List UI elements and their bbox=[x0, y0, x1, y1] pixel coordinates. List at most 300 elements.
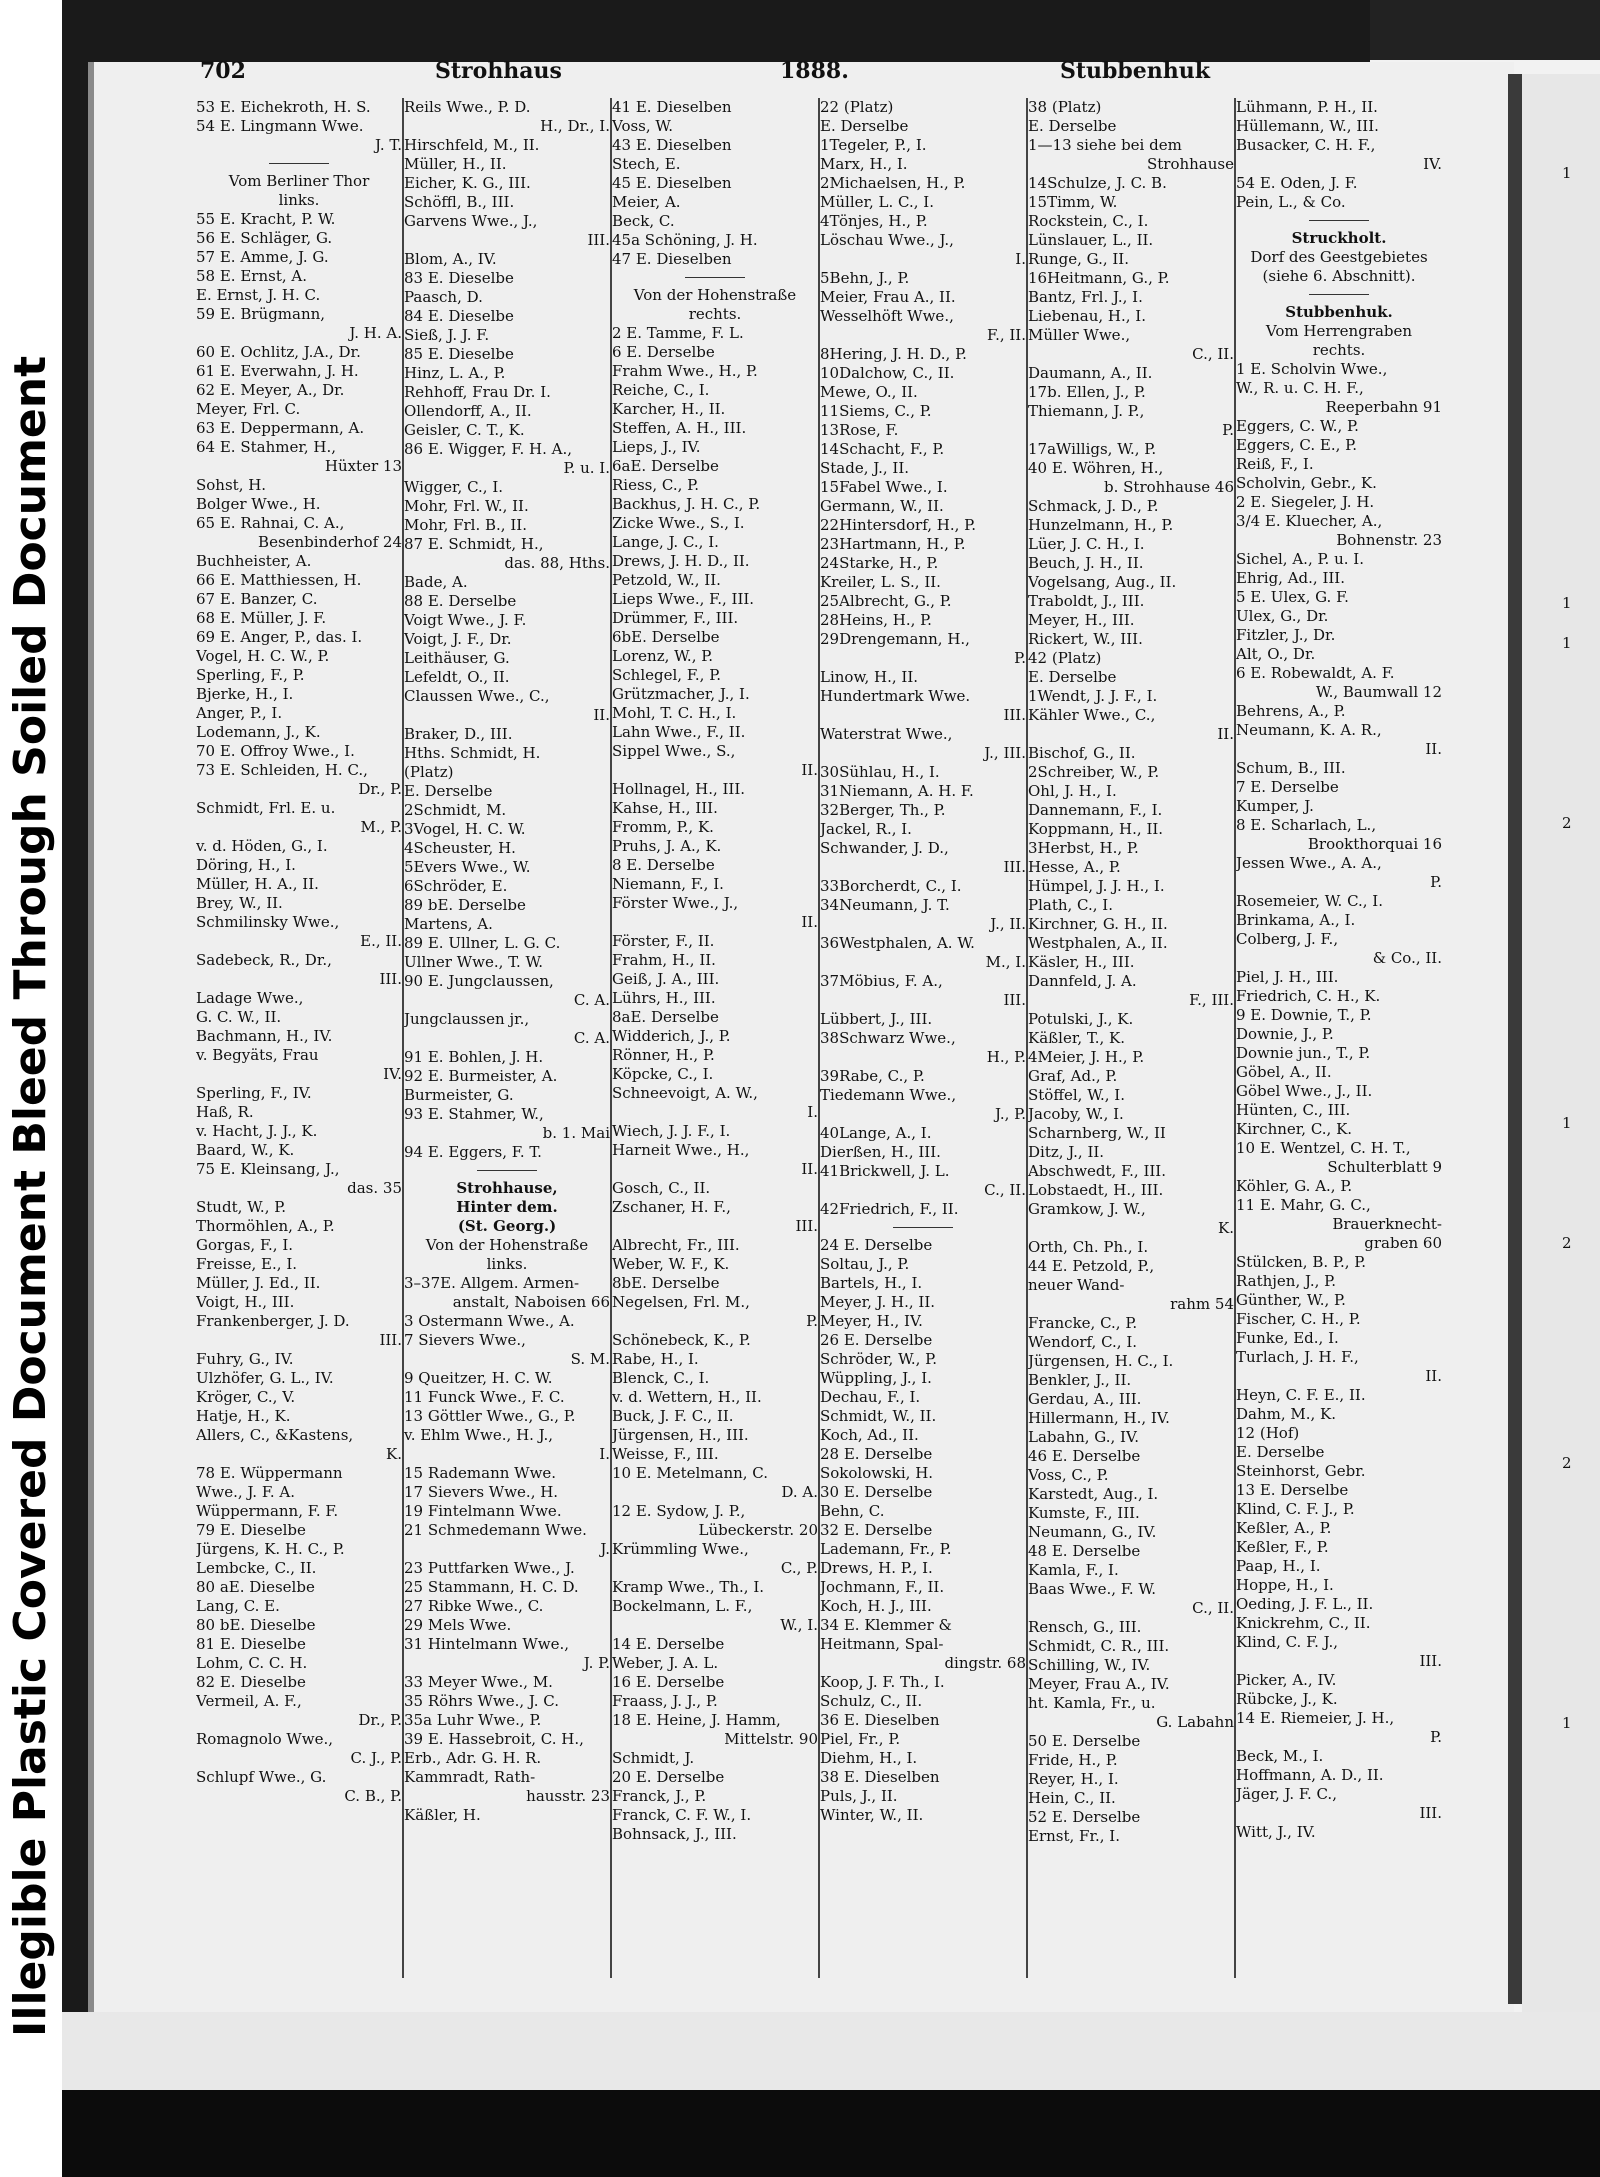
directory-entry-line: Dannfeld, J. A. bbox=[1028, 972, 1137, 990]
directory-entry-line: Drews, J. H. D., II. bbox=[612, 552, 750, 570]
directory-entry-line: 8aE. Derselbe bbox=[612, 1008, 719, 1026]
directory-entry-line: Westphalen, A., II. bbox=[1028, 934, 1168, 952]
directory-entry-line: Garvens Wwe., J., bbox=[404, 212, 538, 230]
directory-entry-line: Heitmann, Spal- bbox=[820, 1635, 944, 1653]
directory-entry-line: 75 E. Kleinsang, J., bbox=[196, 1160, 340, 1178]
directory-entry-line: Beck, M., I. bbox=[1236, 1747, 1324, 1765]
directory-entry-line: C., II. bbox=[1192, 1599, 1234, 1617]
directory-entry-line: 59 E. Brügmann, bbox=[196, 305, 326, 323]
directory-entry-line: 52 E. Derselbe bbox=[1028, 1808, 1141, 1826]
directory-entry-line: Thormöhlen, A., P. bbox=[196, 1217, 335, 1235]
directory-entry-line: Ullner Wwe., T. W. bbox=[404, 953, 544, 971]
directory-entry-line: Sokolowski, H. bbox=[820, 1464, 934, 1482]
directory-entry-line: 32Berger, Th., P. bbox=[820, 801, 946, 819]
directory-entry-line: 3Vogel, H. C. W. bbox=[404, 820, 526, 838]
directory-entry-line: K. bbox=[386, 1445, 402, 1463]
directory-entry-line: Käßler, T., K. bbox=[1028, 1029, 1125, 1047]
directory-entry-line: Frankenberger, J. D. bbox=[196, 1312, 350, 1330]
directory-entry-line: 23 Puttfarken Wwe., J. bbox=[404, 1559, 575, 1577]
directory-entry-line: E. Derselbe bbox=[404, 782, 493, 800]
directory-entry-line: Koop, J. F. Th., I. bbox=[820, 1673, 945, 1691]
directory-entry-line: C. A. bbox=[573, 1029, 610, 1047]
directory-entry-line: & Co., II. bbox=[1372, 949, 1442, 967]
directory-entry-line: Weber, J. A. L. bbox=[612, 1654, 719, 1672]
directory-entry-line: II. bbox=[1425, 1367, 1442, 1385]
directory-entry-line: Ernst, Fr., I. bbox=[1028, 1827, 1120, 1845]
directory-entry-line: Thiemann, J. P., bbox=[1028, 402, 1145, 420]
directory-entry-line: 1Wendt, J. J. F., I. bbox=[1028, 687, 1158, 705]
directory-entry-line: Schlegel, F., P. bbox=[612, 666, 722, 684]
directory-entry-line: Wiech, J. J. F., I. bbox=[612, 1122, 731, 1140]
directory-entry-line: Dierßen, H., III. bbox=[820, 1143, 941, 1161]
directory-entry-line: Widderich, J., P. bbox=[612, 1027, 731, 1045]
directory-entry-line: b. 1. Mai bbox=[542, 1124, 610, 1142]
directory-entry-line: Colberg, J. F., bbox=[1236, 930, 1339, 948]
directory-entry-line: 30Sühlau, H., I. bbox=[820, 763, 940, 781]
directory-entry-line: Scholvin, Gebr., K. bbox=[1236, 474, 1377, 492]
directory-entry-line: Jürgens, K. H. C., P. bbox=[196, 1540, 345, 1558]
directory-entry-line: Wüppling, J., I. bbox=[820, 1369, 932, 1387]
directory-entry-line: Weisse, F., III. bbox=[612, 1445, 719, 1463]
directory-entry-line: Schmidt, J. bbox=[612, 1749, 695, 1767]
directory-entry-line: 19 Fintelmann Wwe. bbox=[404, 1502, 562, 1520]
directory-entry-line: Downie jun., T., P. bbox=[1236, 1044, 1371, 1062]
directory-entry-line: 14Schacht, F., P. bbox=[820, 440, 945, 458]
directory-entry-line: Geisler, C. T., K. bbox=[404, 421, 525, 439]
directory-entry-line: P. bbox=[1430, 1728, 1442, 1746]
directory-entry-line: 4Meier, J. H., P. bbox=[1028, 1048, 1145, 1066]
directory-entry-line: (St. Georg.) bbox=[457, 1217, 557, 1235]
directory-entry-line: Schlupf Wwe., G. bbox=[196, 1768, 327, 1786]
directory-entry-line: IV. bbox=[383, 1065, 402, 1083]
adjacent-page-text: 2 bbox=[1562, 1454, 1572, 1472]
page-gutter bbox=[1508, 74, 1522, 2004]
directory-column-4 bbox=[820, 98, 1028, 1978]
directory-entry-line: E. Derselbe bbox=[1236, 1443, 1325, 1461]
directory-entry-line: Ollendorff, A., II. bbox=[404, 402, 532, 420]
directory-entry-line: 28 E. Derselbe bbox=[820, 1445, 933, 1463]
directory-entry-line: K. bbox=[1218, 1219, 1234, 1237]
directory-entry-line: Kirchner, G. H., II. bbox=[1028, 915, 1168, 933]
directory-entry-line: Meyer, Frl. C. bbox=[196, 400, 301, 418]
directory-entry-line: 56 E. Schläger, G. bbox=[196, 229, 333, 247]
directory-entry-line: 22 (Platz) bbox=[820, 98, 894, 116]
directory-entry-line: 6Schröder, E. bbox=[404, 877, 508, 895]
directory-entry-line: dingstr. 68 bbox=[944, 1654, 1026, 1672]
directory-entry-line: Voigt, H., III. bbox=[196, 1293, 295, 1311]
directory-entry-line: 57 E. Amme, J. G. bbox=[196, 248, 329, 266]
directory-entry-line: links. bbox=[486, 1255, 528, 1273]
directory-entry-line: 41Brickwell, J. L. bbox=[820, 1162, 950, 1180]
directory-entry-line: Dahm, M., K. bbox=[1236, 1405, 1337, 1423]
directory-entry-line: Graf, Ad., P. bbox=[1028, 1067, 1118, 1085]
directory-entry-line: Klind, C. F. J., bbox=[1236, 1633, 1339, 1651]
directory-entry-line: 84 E. Dieselbe bbox=[404, 307, 514, 325]
directory-entry-line: 36 E. Dieselben bbox=[820, 1711, 940, 1729]
directory-entry-line: 43 E. Dieselben bbox=[612, 136, 732, 154]
directory-entry-line: Günther, W., P. bbox=[1236, 1291, 1346, 1309]
directory-entry-line: Jungclaussen jr., bbox=[404, 1010, 530, 1028]
directory-entry-line: Lange, J. C., I. bbox=[612, 533, 719, 551]
directory-entry-line: Hüllemann, W., III. bbox=[1236, 117, 1379, 135]
directory-entry-line: C. B., P. bbox=[344, 1787, 402, 1805]
directory-entry-line: Vogelsang, Aug., II. bbox=[1028, 573, 1177, 591]
directory-column-2 bbox=[404, 98, 612, 1978]
directory-entry-line: I. bbox=[1015, 250, 1026, 268]
directory-entry-line: Keßler, F., P. bbox=[1236, 1538, 1329, 1556]
directory-entry-line: Wüppermann, F. F. bbox=[196, 1502, 339, 1520]
directory-entry-line: Weber, W. F., K. bbox=[612, 1255, 730, 1273]
directory-entry-line: rechts. bbox=[688, 305, 742, 323]
directory-entry-line: 24Starke, H., P. bbox=[820, 554, 939, 572]
directory-entry-line: 14 E. Derselbe bbox=[612, 1635, 725, 1653]
directory-entry-line: Eggers, C. W., P. bbox=[1236, 417, 1359, 435]
directory-entry-line: Stöffel, W., I. bbox=[1028, 1086, 1125, 1104]
directory-entry-line: Tiedemann Wwe., bbox=[820, 1086, 957, 1104]
directory-entry-line: 39 E. Hassebroit, C. H., bbox=[404, 1730, 584, 1748]
directory-entry-line: J. bbox=[600, 1540, 610, 1558]
directory-entry-line: 29Drengemann, H., bbox=[820, 630, 970, 648]
directory-entry-line: III. bbox=[379, 1331, 402, 1349]
directory-entry-line: Ulex, G., Dr. bbox=[1236, 607, 1329, 625]
directory-entry-line: Göbel Wwe., J., II. bbox=[1236, 1082, 1373, 1100]
directory-entry-line: Dannemann, F., I. bbox=[1028, 801, 1163, 819]
directory-entry-line: Förster Wwe., J., bbox=[612, 894, 739, 912]
directory-entry-line: Blom, A., IV. bbox=[404, 250, 497, 268]
directory-entry-line: E. Derselbe bbox=[820, 117, 909, 135]
directory-entry-line: Lübbert, J., III. bbox=[820, 1010, 933, 1028]
directory-entry-line: Gosch, C., II. bbox=[612, 1179, 711, 1197]
directory-entry-line: Sperling, F., IV. bbox=[196, 1084, 312, 1102]
directory-entry-line: 2Schreiber, W., P. bbox=[1028, 763, 1160, 781]
directory-entry-line: 54 E. Oden, J. F. bbox=[1236, 174, 1358, 192]
directory-entry-line: Kahse, H., III. bbox=[612, 799, 718, 817]
directory-entry-line: Lübeckerstr. 20 bbox=[698, 1521, 818, 1539]
directory-entry-line: Knickrehm, C., II. bbox=[1236, 1614, 1371, 1632]
directory-entry-line: graben 60 bbox=[1364, 1234, 1442, 1252]
directory-entry-line: P. u. I. bbox=[563, 459, 610, 477]
directory-entry-line: Meier, A. bbox=[612, 193, 681, 211]
directory-entry-line: 3Herbst, H., P. bbox=[1028, 839, 1139, 857]
directory-entry-line: Beuch, J. H., II. bbox=[1028, 554, 1144, 572]
directory-entry-line: Harneit Wwe., H., bbox=[612, 1141, 750, 1159]
directory-entry-line: Schmidt, C. R., III. bbox=[1028, 1637, 1170, 1655]
directory-entry-line: Benkler, J., II. bbox=[1028, 1371, 1132, 1389]
directory-entry-line: Meyer, J. H., II. bbox=[820, 1293, 936, 1311]
directory-entry-line: 28Heins, H., P. bbox=[820, 611, 932, 629]
directory-entry-line: Löschau Wwe., J., bbox=[820, 231, 954, 249]
scan-bottom-margin bbox=[62, 2012, 1600, 2090]
directory-entry-line: Jochmann, F., II. bbox=[820, 1578, 945, 1596]
directory-entry-line: Zicke Wwe., S., I. bbox=[612, 514, 745, 532]
directory-entry-line: 63 E. Deppermann, A. bbox=[196, 419, 365, 437]
directory-entry-line: Lohm, C. C. H. bbox=[196, 1654, 308, 1672]
directory-entry-line: Blenck, C., I. bbox=[612, 1369, 710, 1387]
directory-entry-line: Lahn Wwe., F., II. bbox=[612, 723, 746, 741]
directory-entry-line: 89 E. Ullner, L. G. C. bbox=[404, 934, 561, 952]
directory-entry-line: Käsler, H., III. bbox=[1028, 953, 1135, 971]
directory-entry-line: 24 E. Derselbe bbox=[820, 1236, 933, 1254]
directory-entry-line: 1 E. Scholvin Wwe., bbox=[1236, 360, 1388, 378]
directory-entry-line: 2 E. Tamme, F. L. bbox=[612, 324, 744, 342]
directory-entry-line: II. bbox=[1425, 740, 1442, 758]
directory-entry-line: Müller, L. C., I. bbox=[820, 193, 934, 211]
directory-entry-line: Müller, J. Ed., II. bbox=[196, 1274, 321, 1292]
directory-entry-line: Karstedt, Aug., I. bbox=[1028, 1485, 1159, 1503]
directory-entry-line: 55 E. Kracht, P. W. bbox=[196, 210, 336, 228]
directory-entry-line: M., P. bbox=[360, 818, 402, 836]
directory-entry-line: 34Neumann, J. T. bbox=[820, 896, 950, 914]
directory-column-6 bbox=[1236, 98, 1442, 1978]
directory-entry-line: Reiß, F., I. bbox=[1236, 455, 1314, 473]
directory-entry-line: Karcher, H., II. bbox=[612, 400, 726, 418]
adjacent-page-text: 1 bbox=[1562, 1114, 1572, 1132]
directory-entry-line: Negelsen, Frl. M., bbox=[612, 1293, 750, 1311]
directory-entry-line: Vom Berliner Thor bbox=[228, 172, 370, 190]
directory-entry-line: D. A. bbox=[781, 1483, 818, 1501]
directory-entry-line: 27 Ribke Wwe., C. bbox=[404, 1597, 544, 1615]
directory-entry-line: P. bbox=[1222, 421, 1234, 439]
directory-entry-line: Jürgensen, H., III. bbox=[612, 1426, 749, 1444]
directory-entry-line: Erb., Adr. G. H. R. bbox=[404, 1749, 542, 1767]
directory-entry-line: Hünten, C., III. bbox=[1236, 1101, 1351, 1119]
directory-entry-line: Anger, P., I. bbox=[196, 704, 283, 722]
directory-entry-line: 11Siems, C., P. bbox=[820, 402, 932, 420]
page-header bbox=[110, 58, 1490, 92]
directory-entry-line: Hein, C., II. bbox=[1028, 1789, 1116, 1807]
adjacent-page-text: 1 bbox=[1562, 594, 1572, 612]
directory-entry-line: Reils Wwe., P. D. bbox=[404, 98, 531, 116]
directory-entry-line: b. Strohhause 46 bbox=[1104, 478, 1234, 496]
directory-entry-line: 81 E. Dieselbe bbox=[196, 1635, 306, 1653]
directory-entry-line: II. bbox=[593, 706, 610, 724]
directory-entry-line: Kumper, J. bbox=[1236, 797, 1314, 815]
directory-entry-line: Drews, H. P., I. bbox=[820, 1559, 933, 1577]
directory-entry-line: Ehrig, Ad., III. bbox=[1236, 569, 1345, 587]
directory-entry-line: 83 E. Dieselbe bbox=[404, 269, 514, 287]
directory-entry-line: 5 E. Ulex, G. F. bbox=[1236, 588, 1349, 606]
directory-entry-line: Jürgensen, H. C., I. bbox=[1028, 1352, 1174, 1370]
directory-entry-line: Schmack, J. D., P. bbox=[1028, 497, 1159, 515]
directory-entry-line: 90 E. Jungclaussen, bbox=[404, 972, 554, 990]
directory-entry-line: 16Heitmann, G., P. bbox=[1028, 269, 1170, 287]
directory-entry-line: Müller, H., II. bbox=[404, 155, 507, 173]
directory-entry-line: 4Scheuster, H. bbox=[404, 839, 516, 857]
directory-entry-line: Abschwedt, F., III. bbox=[1028, 1162, 1166, 1180]
directory-entry-line: Kirchner, C., K. bbox=[1236, 1120, 1353, 1138]
directory-entry-line: Schilling, W., IV. bbox=[1028, 1656, 1151, 1674]
directory-entry-line: Ulzhöfer, G. L., IV. bbox=[196, 1369, 334, 1387]
directory-entry-line: 45a Schöning, J. H. bbox=[612, 231, 758, 249]
directory-entry-line: 8 E. Scharlach, L., bbox=[1236, 816, 1377, 834]
directory-entry-line: Ditz, J., II. bbox=[1028, 1143, 1105, 1161]
directory-entry-line: III. bbox=[795, 1217, 818, 1235]
directory-entry-line: I. bbox=[807, 1103, 818, 1121]
directory-entry-line: Bolger Wwe., H. bbox=[196, 495, 321, 513]
page-number: 702 bbox=[200, 58, 246, 84]
directory-entry-line: Kreiler, L. S., II. bbox=[820, 573, 941, 591]
directory-entry-line: Hesse, A., P. bbox=[1028, 858, 1121, 876]
directory-entry-line: 5Behn, J., P. bbox=[820, 269, 910, 287]
directory-entry-line: Hillermann, H., IV. bbox=[1028, 1409, 1170, 1427]
directory-entry-line: Hundertmark Wwe. bbox=[820, 687, 971, 705]
directory-entry-line: 69 E. Anger, P., das. I. bbox=[196, 628, 363, 646]
directory-entry-line: Voigt, J. F., Dr. bbox=[404, 630, 512, 648]
directory-entry-line: 48 E. Derselbe bbox=[1028, 1542, 1141, 1560]
directory-entry-line: III. bbox=[1419, 1804, 1442, 1822]
left-running-head: Strohhaus bbox=[435, 58, 562, 84]
directory-entry-line: 12 E. Sydow, J. P., bbox=[612, 1502, 746, 1520]
directory-entry-line: Brauerknecht- bbox=[1332, 1215, 1442, 1233]
directory-entry-line: Kammradt, Rath- bbox=[404, 1768, 536, 1786]
directory-entry-line: Koch, Ad., II. bbox=[820, 1426, 919, 1444]
directory-entry-line: Jacoby, W., I. bbox=[1028, 1105, 1124, 1123]
directory-entry-line: 6bE. Derselbe bbox=[612, 628, 720, 646]
directory-entry-line: 18 E. Heine, J. Hamm, bbox=[612, 1711, 781, 1729]
directory-entry-line: 20 E. Derselbe bbox=[612, 1768, 725, 1786]
directory-entry-line: Fuhry, G., IV. bbox=[196, 1350, 294, 1368]
directory-entry-line: Müller Wwe., bbox=[1028, 326, 1131, 344]
directory-entry-line: Rockstein, C., I. bbox=[1028, 212, 1149, 230]
directory-entry-line: 80 bE. Dieselbe bbox=[196, 1616, 316, 1634]
directory-entry-line: Eicher, K. G., III. bbox=[404, 174, 531, 192]
directory-entry-line: Göbel, A., II. bbox=[1236, 1063, 1332, 1081]
directory-entry-line: II. bbox=[1217, 725, 1234, 743]
directory-entry-line: C., II. bbox=[984, 1181, 1026, 1199]
section-divider bbox=[1309, 220, 1369, 221]
directory-entry-line: Neumann, G., IV. bbox=[1028, 1523, 1157, 1541]
directory-entry-line: ht. Kamla, Fr., u. bbox=[1028, 1694, 1156, 1712]
directory-entry-line: (siehe 6. Abschnitt). bbox=[1262, 267, 1416, 285]
directory-entry-line: 11 E. Mahr, G. C., bbox=[1236, 1196, 1371, 1214]
directory-entry-line: Pruhs, J. A., K. bbox=[612, 837, 722, 855]
directory-entry-line: Schwander, J. D., bbox=[820, 839, 949, 857]
directory-entry-line: Diehm, H., I. bbox=[820, 1749, 918, 1767]
directory-entry-line: Linow, H., II. bbox=[820, 668, 919, 686]
directory-entry-line: Vogel, H. C. W., P. bbox=[196, 647, 330, 665]
directory-entry-line: Schneevoigt, A. W., bbox=[612, 1084, 758, 1102]
directory-entry-line: III. bbox=[379, 970, 402, 988]
directory-entry-line: 67 E. Banzer, C. bbox=[196, 590, 318, 608]
directory-entry-line: Marx, H., I. bbox=[820, 155, 908, 173]
directory-entry-line: 61 E. Everwahn, J. H. bbox=[196, 362, 359, 380]
directory-entry-line: Bjerke, H., I. bbox=[196, 685, 294, 703]
directory-entry-line: Rübcke, J., K. bbox=[1236, 1690, 1338, 1708]
directory-entry-line: 41 E. Dieselben bbox=[612, 98, 732, 116]
directory-entry-line: 91 E. Bohlen, J. H. bbox=[404, 1048, 544, 1066]
directory-entry-line: Brinkama, A., I. bbox=[1236, 911, 1356, 929]
directory-entry-line: 31Niemann, A. H. F. bbox=[820, 782, 974, 800]
directory-entry-line: Daumann, A., II. bbox=[1028, 364, 1153, 382]
directory-entry-line: Hunzelmann, H., P. bbox=[1028, 516, 1174, 534]
directory-entry-line: F., II. bbox=[987, 326, 1026, 344]
directory-entry-line: G. Labahn bbox=[1156, 1713, 1234, 1731]
directory-entry-line: Paap, H., I. bbox=[1236, 1557, 1321, 1575]
directory-entry-line: das. 88, Hths. bbox=[504, 554, 610, 572]
directory-entry-line: 13Rose, F. bbox=[820, 421, 899, 439]
directory-entry-line: 25Albrecht, G., P. bbox=[820, 592, 952, 610]
directory-entry-line: Gorgas, F., I. bbox=[196, 1236, 294, 1254]
year-heading: 1888. bbox=[780, 58, 849, 84]
directory-entry-line: 33Borcherdt, C., I. bbox=[820, 877, 962, 895]
directory-entry-line: Busacker, C. H. F., bbox=[1236, 136, 1376, 154]
directory-entry-line: Rosemeier, W. C., I. bbox=[1236, 892, 1384, 910]
directory-entry-line: Bartels, H., I. bbox=[820, 1274, 923, 1292]
section-divider bbox=[893, 1227, 953, 1228]
directory-entry-line: 15 Rademann Wwe. bbox=[404, 1464, 557, 1482]
directory-entry-line: Reeperbahn 91 bbox=[1325, 398, 1442, 416]
directory-entry-line: III. bbox=[1003, 858, 1026, 876]
directory-entry-line: Reiche, C., I. bbox=[612, 381, 710, 399]
directory-entry-line: Schum, B., III. bbox=[1236, 759, 1346, 777]
adjacent-page-text: 1 bbox=[1562, 164, 1572, 182]
directory-entry-line: Hirschfeld, M., II. bbox=[404, 136, 540, 154]
directory-entry-line: M., I. bbox=[985, 953, 1026, 971]
directory-entry-line: J. P. bbox=[583, 1654, 610, 1672]
directory-entry-line: Kamla, F., I. bbox=[1028, 1561, 1119, 1579]
directory-entry-line: P. bbox=[1430, 873, 1442, 891]
directory-entry-line: 38 (Platz) bbox=[1028, 98, 1102, 116]
directory-entry-line: 14 E. Riemeier, J. H., bbox=[1236, 1709, 1395, 1727]
directory-entry-line: Winter, W., II. bbox=[820, 1806, 924, 1824]
directory-entry-line: 93 E. Stahmer, W., bbox=[404, 1105, 544, 1123]
directory-entry-line: C. J., P. bbox=[350, 1749, 402, 1767]
directory-entry-line: Sperling, F., P. bbox=[196, 666, 305, 684]
directory-entry-line: 53 E. Eichekroth, H. S. bbox=[196, 98, 371, 116]
directory-entry-line: Burmeister, G. bbox=[404, 1086, 514, 1104]
adjacent-page-text: 1 bbox=[1562, 634, 1572, 652]
directory-entry-line: Claussen Wwe., C., bbox=[404, 687, 550, 705]
directory-entry-line: 50 E. Derselbe bbox=[1028, 1732, 1141, 1750]
directory-entry-line: 8bE. Derselbe bbox=[612, 1274, 720, 1292]
directory-entry-line: 2Michaelsen, H., P. bbox=[820, 174, 966, 192]
directory-entry-line: 6aE. Derselbe bbox=[612, 457, 719, 475]
directory-entry-line: Zschaner, H. F., bbox=[612, 1198, 731, 1216]
directory-entry-line: I. bbox=[599, 1445, 610, 1463]
directory-entry-line: 79 E. Dieselbe bbox=[196, 1521, 306, 1539]
directory-entry-line: 64 E. Stahmer, H., bbox=[196, 438, 337, 456]
directory-entry-line: Koch, H. J., III. bbox=[820, 1597, 932, 1615]
directory-entry-line: E. Ernst, J. H. C. bbox=[196, 286, 321, 304]
directory-entry-line: 21 Schmedemann Wwe. bbox=[404, 1521, 587, 1539]
directory-entry-line: Schröder, W., P. bbox=[820, 1350, 937, 1368]
directory-entry-line: Lieps, J., IV. bbox=[612, 438, 701, 456]
directory-entry-line: 17aWilligs, W., P. bbox=[1028, 440, 1157, 458]
directory-entry-line: G. C. W., II. bbox=[196, 1008, 282, 1026]
directory-entry-line: Fride, H., P. bbox=[1028, 1751, 1118, 1769]
directory-entry-line: Köpcke, C., I. bbox=[612, 1065, 714, 1083]
directory-entry-line: Baard, W., K. bbox=[196, 1141, 295, 1159]
directory-entry-line: Köhler, G. A., P. bbox=[1236, 1177, 1353, 1195]
directory-entry-line: 58 E. Ernst, A. bbox=[196, 267, 307, 285]
directory-entry-line: Buck, J. F. C., II. bbox=[612, 1407, 734, 1425]
directory-entry-line: H., Dr., I. bbox=[540, 117, 610, 135]
right-running-head: Stubbenhuk bbox=[1060, 58, 1211, 84]
directory-entry-line: Meier, Frau A., II. bbox=[820, 288, 956, 306]
directory-entry-line: Eggers, C. E., P. bbox=[1236, 436, 1357, 454]
directory-entry-line: Krümmling Wwe., bbox=[612, 1540, 749, 1558]
directory-entry-line: Oeding, J. F. L., II. bbox=[1236, 1595, 1374, 1613]
directory-entry-line: Runge, G., II. bbox=[1028, 250, 1130, 268]
directory-entry-line: Bockelmann, L. F., bbox=[612, 1597, 753, 1615]
directory-entry-line: F., III. bbox=[1189, 991, 1234, 1009]
directory-entry-line: Dechau, F., I. bbox=[820, 1388, 921, 1406]
directory-entry-line: 6 E. Robewaldt, A. F. bbox=[1236, 664, 1395, 682]
directory-entry-line: 6 E. Derselbe bbox=[612, 343, 715, 361]
directory-entry-line: links. bbox=[278, 191, 320, 209]
directory-entry-line: Frahm, H., II. bbox=[612, 951, 716, 969]
directory-entry-line: Germann, W., II. bbox=[820, 497, 944, 515]
